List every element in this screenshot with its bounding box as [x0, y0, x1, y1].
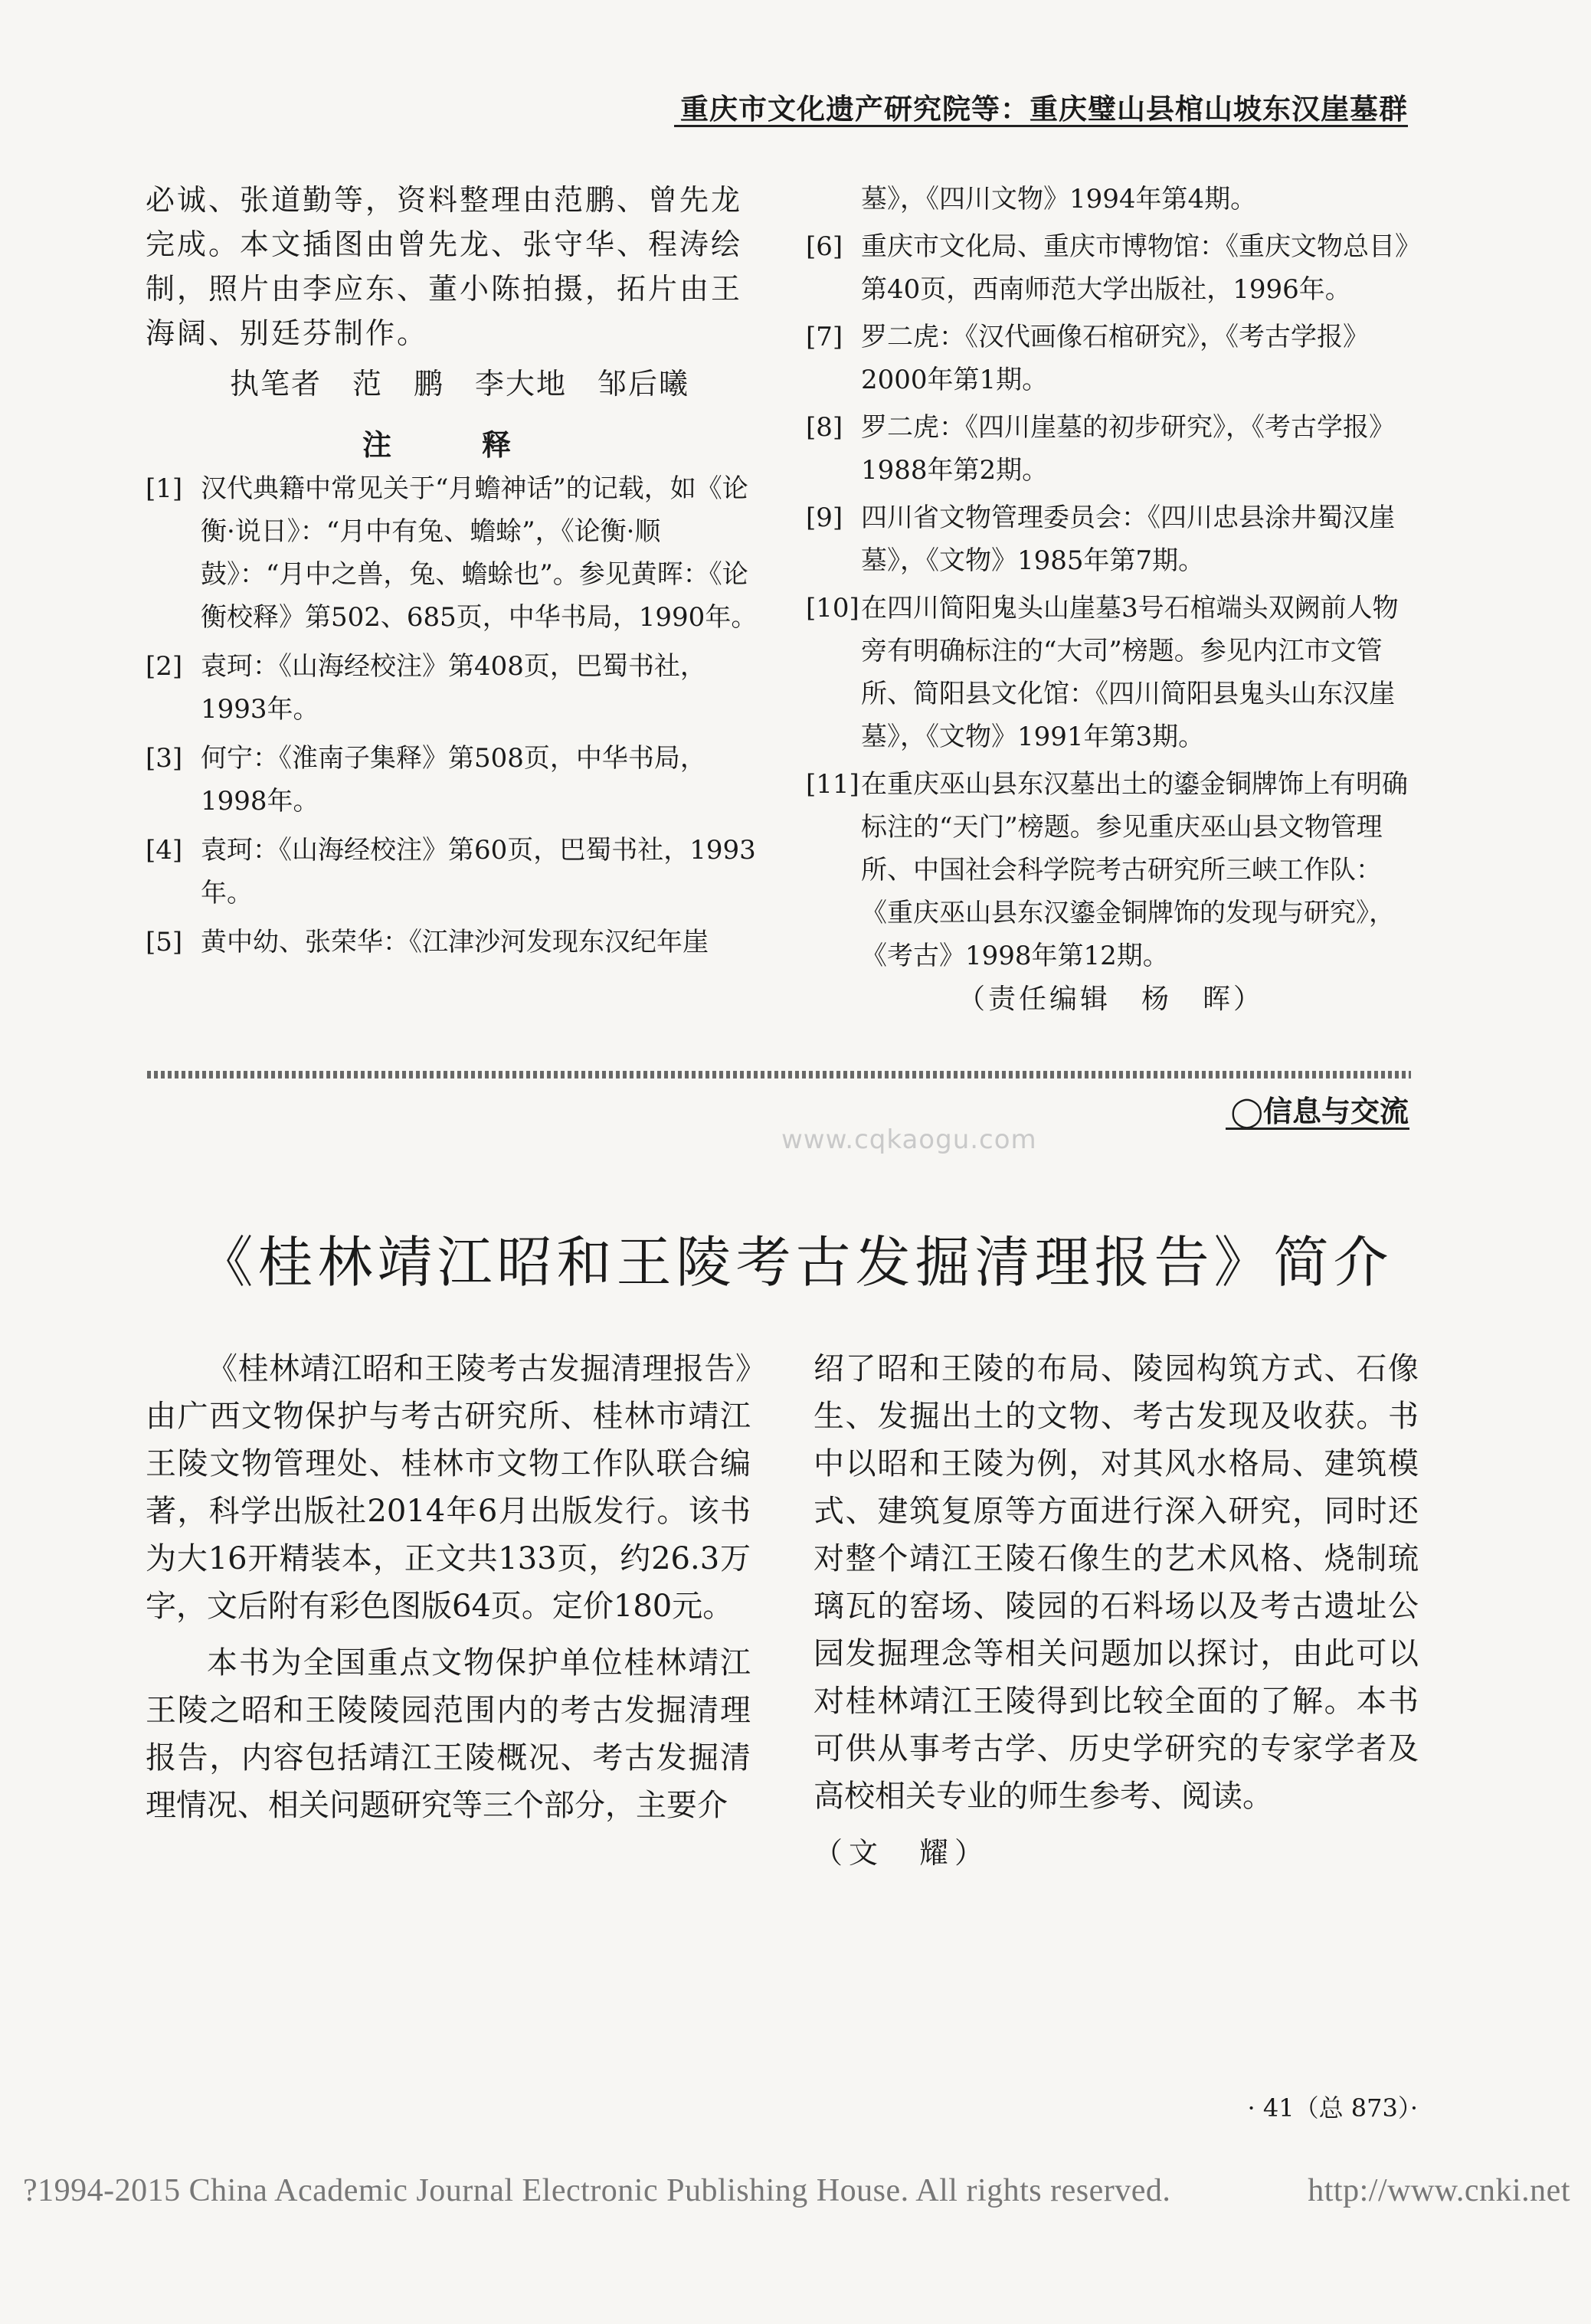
note-number: [1] [146, 473, 183, 504]
right-column [806, 178, 1416, 1022]
article-signature: （文 耀） [814, 1836, 990, 1870]
article-title: 《桂林靖江昭和王陵考古发掘清理报告》简介 [198, 1230, 1393, 1295]
note-number: [6] [806, 231, 843, 262]
note-item [806, 225, 1416, 311]
note-item [806, 406, 1416, 492]
notes-heading: 注 释 [362, 428, 542, 462]
note-text: 何宁：《淮南子集释》第508页，中华书局，1998年。 [201, 743, 706, 817]
running-header: 重庆市文化遗产研究院等：重庆璧山县棺山坡东汉崖墓群 [680, 93, 1408, 126]
note-item [806, 587, 1416, 758]
note-number: [4] [146, 835, 183, 866]
column-label-rule [1226, 1128, 1409, 1130]
note-number: [11] [806, 769, 859, 800]
note-number: [8] [806, 412, 843, 443]
note-text: 在四川简阳鬼头山崖墓3号石棺端头双阙前人物旁有明确标注的“大司”榜题。参见内江市文管所、简阳县文化馆：《四川简阳县鬼头山东汉崖墓》，《文物》1991年第3期。 [861, 593, 1399, 752]
note-text: 在重庆巫山县东汉墓出土的鎏金铜牌饰上有明确标注的“天门”榜题。参见重庆巫山县文物管理所、中国社会科学院考古研究所三峡工作队：《重庆巫山县东汉鎏金铜牌饰的发现与研究》，《考古》1998年第12期。 [861, 769, 1408, 971]
note-text: 黄中幼、张荣华：《江津沙河发现东汉纪年崖 [201, 927, 709, 957]
column-label: ◯信息与交流 [1230, 1095, 1409, 1128]
note-item [146, 829, 758, 915]
note-item [146, 645, 758, 731]
note-item [806, 316, 1416, 401]
note-text: 罗二虎：《四川崖墓的初步研究》，《考古学报》1988年第2期。 [861, 412, 1395, 486]
wavy-divider [147, 1071, 1411, 1079]
note-item [806, 496, 1416, 582]
note-number: [2] [146, 651, 183, 682]
note-text: 汉代典籍中常见关于“月蟾神话”的记载，如《论衡·说日》：“月中有兔、蟾蜍”，《论衡·顺鼓》：“月中之兽，兔、蟾蜍也”。参见黄晖：《论衡校释》第502、685页，中华书局，1990年。 [201, 473, 758, 633]
article-right-column [814, 1345, 1419, 1886]
note-item [146, 737, 758, 823]
note-item [146, 467, 758, 639]
note-text: 袁珂：《山海经校注》第60页，巴蜀书社，1993年。 [201, 835, 756, 908]
copyright-footer [23, 2172, 1570, 2209]
page-number: · 41（总 873）· [1247, 2093, 1418, 2123]
note-text: 重庆市文化局、重庆市博物馆：《重庆文物总目》第40页，西南师范大学出版社，1996年。 [861, 231, 1408, 305]
acknowledgement-line: 必诚、张道勤等，资料整理由范鹏、曾先龙 [146, 183, 743, 217]
note-item [806, 178, 1416, 221]
left-column [146, 178, 758, 964]
header-rule [674, 125, 1408, 127]
note-number: [10] [806, 593, 859, 624]
article-left-column [146, 1345, 751, 1838]
note-text: 罗二虎：《汉代画像石棺研究》，《考古学报》2000年第1期。 [861, 322, 1369, 395]
article-paragraph: 本书为全国重点文物保护单位桂林靖江王陵之昭和王陵陵园范围内的考古发掘清理报告，内容包括靖江王陵概况、考古发掘清理情况、相关问题研究等三个部分，主要介 [146, 1645, 751, 1823]
watermark-url: www.cqkaogu.com [781, 1124, 1037, 1155]
note-number: [5] [146, 927, 183, 957]
acknowledgement-line: 完成。本文插图由曾先龙、张守华、程涛绘 [146, 227, 743, 261]
note-number: [9] [806, 502, 843, 533]
article-paragraph: 绍了昭和王陵的布局、陵园构筑方式、石像生、发掘出土的文物、考古发现及收获。书中以昭和王陵为例，对其风水格局、建筑模式、建筑复原等方面进行深入研究，同时还对整个靖江王陵石像生的艺术风格、烧制琉璃瓦的窑场、陵园的石料场以及考古遗址公园发掘理念等相关问题加以探讨，由此可以对桂林靖江王陵得到比较全面的了解。本书可供从事考古学、历史学研究的专家学者及高校相关专业的师生参考、阅读。 [814, 1351, 1419, 1814]
note-item [806, 763, 1416, 977]
note-text: 墓》，《四川文物》1994年第4期。 [861, 184, 1257, 214]
author-line: 执笔者 范 鹏 李大地 邹后曦 [229, 367, 689, 401]
editor-credit: （责任编辑 杨 晖） [957, 984, 1264, 1015]
acknowledgement-line: 海阔、别廷芬制作。 [146, 316, 429, 350]
footer-url: http://www.cnki.net [1308, 2173, 1570, 2208]
note-text: 袁珂：《山海经校注》第408页，巴蜀书社，1993年。 [201, 651, 706, 725]
copyright-text: ?1994-2015 China Academic Journal Electronic Publishing House. All rights reserved. [23, 2173, 1171, 2208]
note-number: [7] [806, 322, 843, 352]
note-number: [3] [146, 743, 183, 774]
note-text: 四川省文物管理委员会：《四川忠县涂井蜀汉崖墓》，《文物》1985年第7期。 [861, 502, 1395, 576]
acknowledgement-line: 制，照片由李应东、董小陈拍摄，拓片由王 [146, 272, 743, 306]
note-item [146, 921, 758, 964]
article-paragraph: 《桂林靖江昭和王陵考古发掘清理报告》由广西文物保护与考古研究所、桂林市靖江王陵文物管理处、桂林市文物工作队联合编著，科学出版社2014年6月出版发行。该书为大16开精装本，正文共133页，约26.3万字，文后附有彩色图版64页。定价180元。 [146, 1351, 751, 1624]
